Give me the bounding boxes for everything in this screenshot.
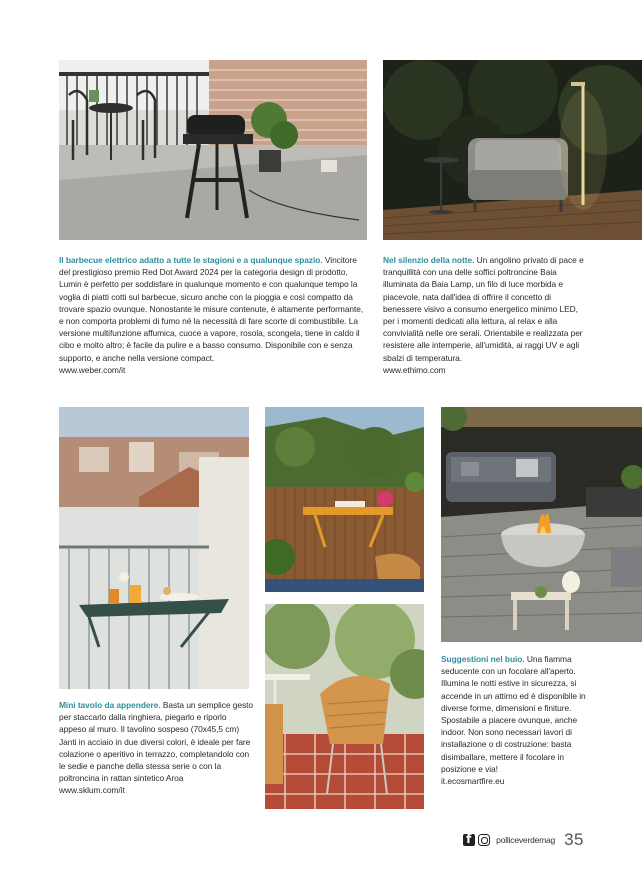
article-table-body: Basta un semplice gesto per staccarlo dalla ringhiera, piegarlo e riporlo appeso al muro. Il tavolino sospeso (70x45,5 cm) Janti in acciaio in due diversi colori, è ideale per fare colazione o aperitivo in terrazzo, completandolo con le sedie e panche della stessa serie o con la poltroncina in rattan sintetico Aroa xyxy=(59,700,253,784)
article-lamp xyxy=(383,254,586,376)
article-barbecue-body: Vincitore del prestigioso premio Red Dot Award 2024 per la categoria design di prodotto, Lumin è perfetto per soddisfare in qualunque momento e con qualunque tempo la voglia di piatti cotti sul barbecue, sicuro anche con la pioggia e così compatto da trovare spazio ovunque. Nonostante le misure contenute, è altamente performante, e non comporta problemi di fumo né la necessità di fare scorte di combustibile. La versione multifunzione affumica, cuoce a vapore, rosola, scongela, tiene in caldo il cibo e molto altro; è facile da pulire e a basso consumo. Disponibile con e senza supporto, e anche nella versione compact. xyxy=(59,255,364,363)
article-fire-lead: Suggestioni nel buio. xyxy=(441,654,527,664)
photo-night-armchair xyxy=(383,60,642,240)
article-table xyxy=(59,699,255,797)
article-fire-url[interactable]: it.ecosmartfire.eu xyxy=(441,776,505,787)
article-lamp-body: Un angolino privato di pace e tranquillità con una delle soffici poltroncine Baia illuminata da Baia Lamp, un filo di luce morbida e piacevole, nata dall'idea di offrire il concetto di benessere visivo a consumo energetico minimo LED, per i momenti dedicati alla lettura, al relax e alla convivialità nelle ore serali. Orientabile e realizzata per resistere alle intemperie, all'umidità, ai raggi UV e agli sbalzi di temperatura. xyxy=(383,255,584,363)
article-table-url[interactable]: www.sklum.com/it xyxy=(59,785,125,796)
photo-fire-pit xyxy=(441,407,642,642)
article-barbecue-url[interactable]: www.weber.com/it xyxy=(59,364,126,375)
page-number: 35 xyxy=(564,830,584,849)
facebook-icon[interactable] xyxy=(463,834,475,846)
article-lamp-url[interactable]: www.ethimo.com xyxy=(383,364,446,375)
article-lamp-lead: Nel silenzio della notte. xyxy=(383,255,477,265)
photo-barbecue xyxy=(59,60,367,240)
social-handle[interactable]: polliceverdemag xyxy=(496,835,556,845)
article-barbecue xyxy=(59,254,367,376)
article-fire-body: Una fiamma seducente con un focolare all'aperto. Illumina le notti estive in sicurezza, si accende in un attimo ed è disponibile in diverse forme, dimensioni e finiture. Spostabile a piacere ovunque, anche indoor. Non sono necessari lavori di installazione o di costruzione: basta disimballare, mettere il focolare in posizione e via! xyxy=(441,654,586,774)
page-footer xyxy=(463,830,584,850)
photo-balcony-table xyxy=(265,407,424,592)
article-barbecue-lead: Il barbecue elettrico adatto a tutte le stagioni e a qualunque spazio. xyxy=(59,255,325,265)
photo-rattan-chair xyxy=(265,604,424,809)
photo-hanging-table xyxy=(59,407,249,689)
article-table-lead: Mini tavolo da appendere. xyxy=(59,700,163,710)
article-fire xyxy=(441,653,587,787)
instagram-icon[interactable] xyxy=(478,834,490,846)
